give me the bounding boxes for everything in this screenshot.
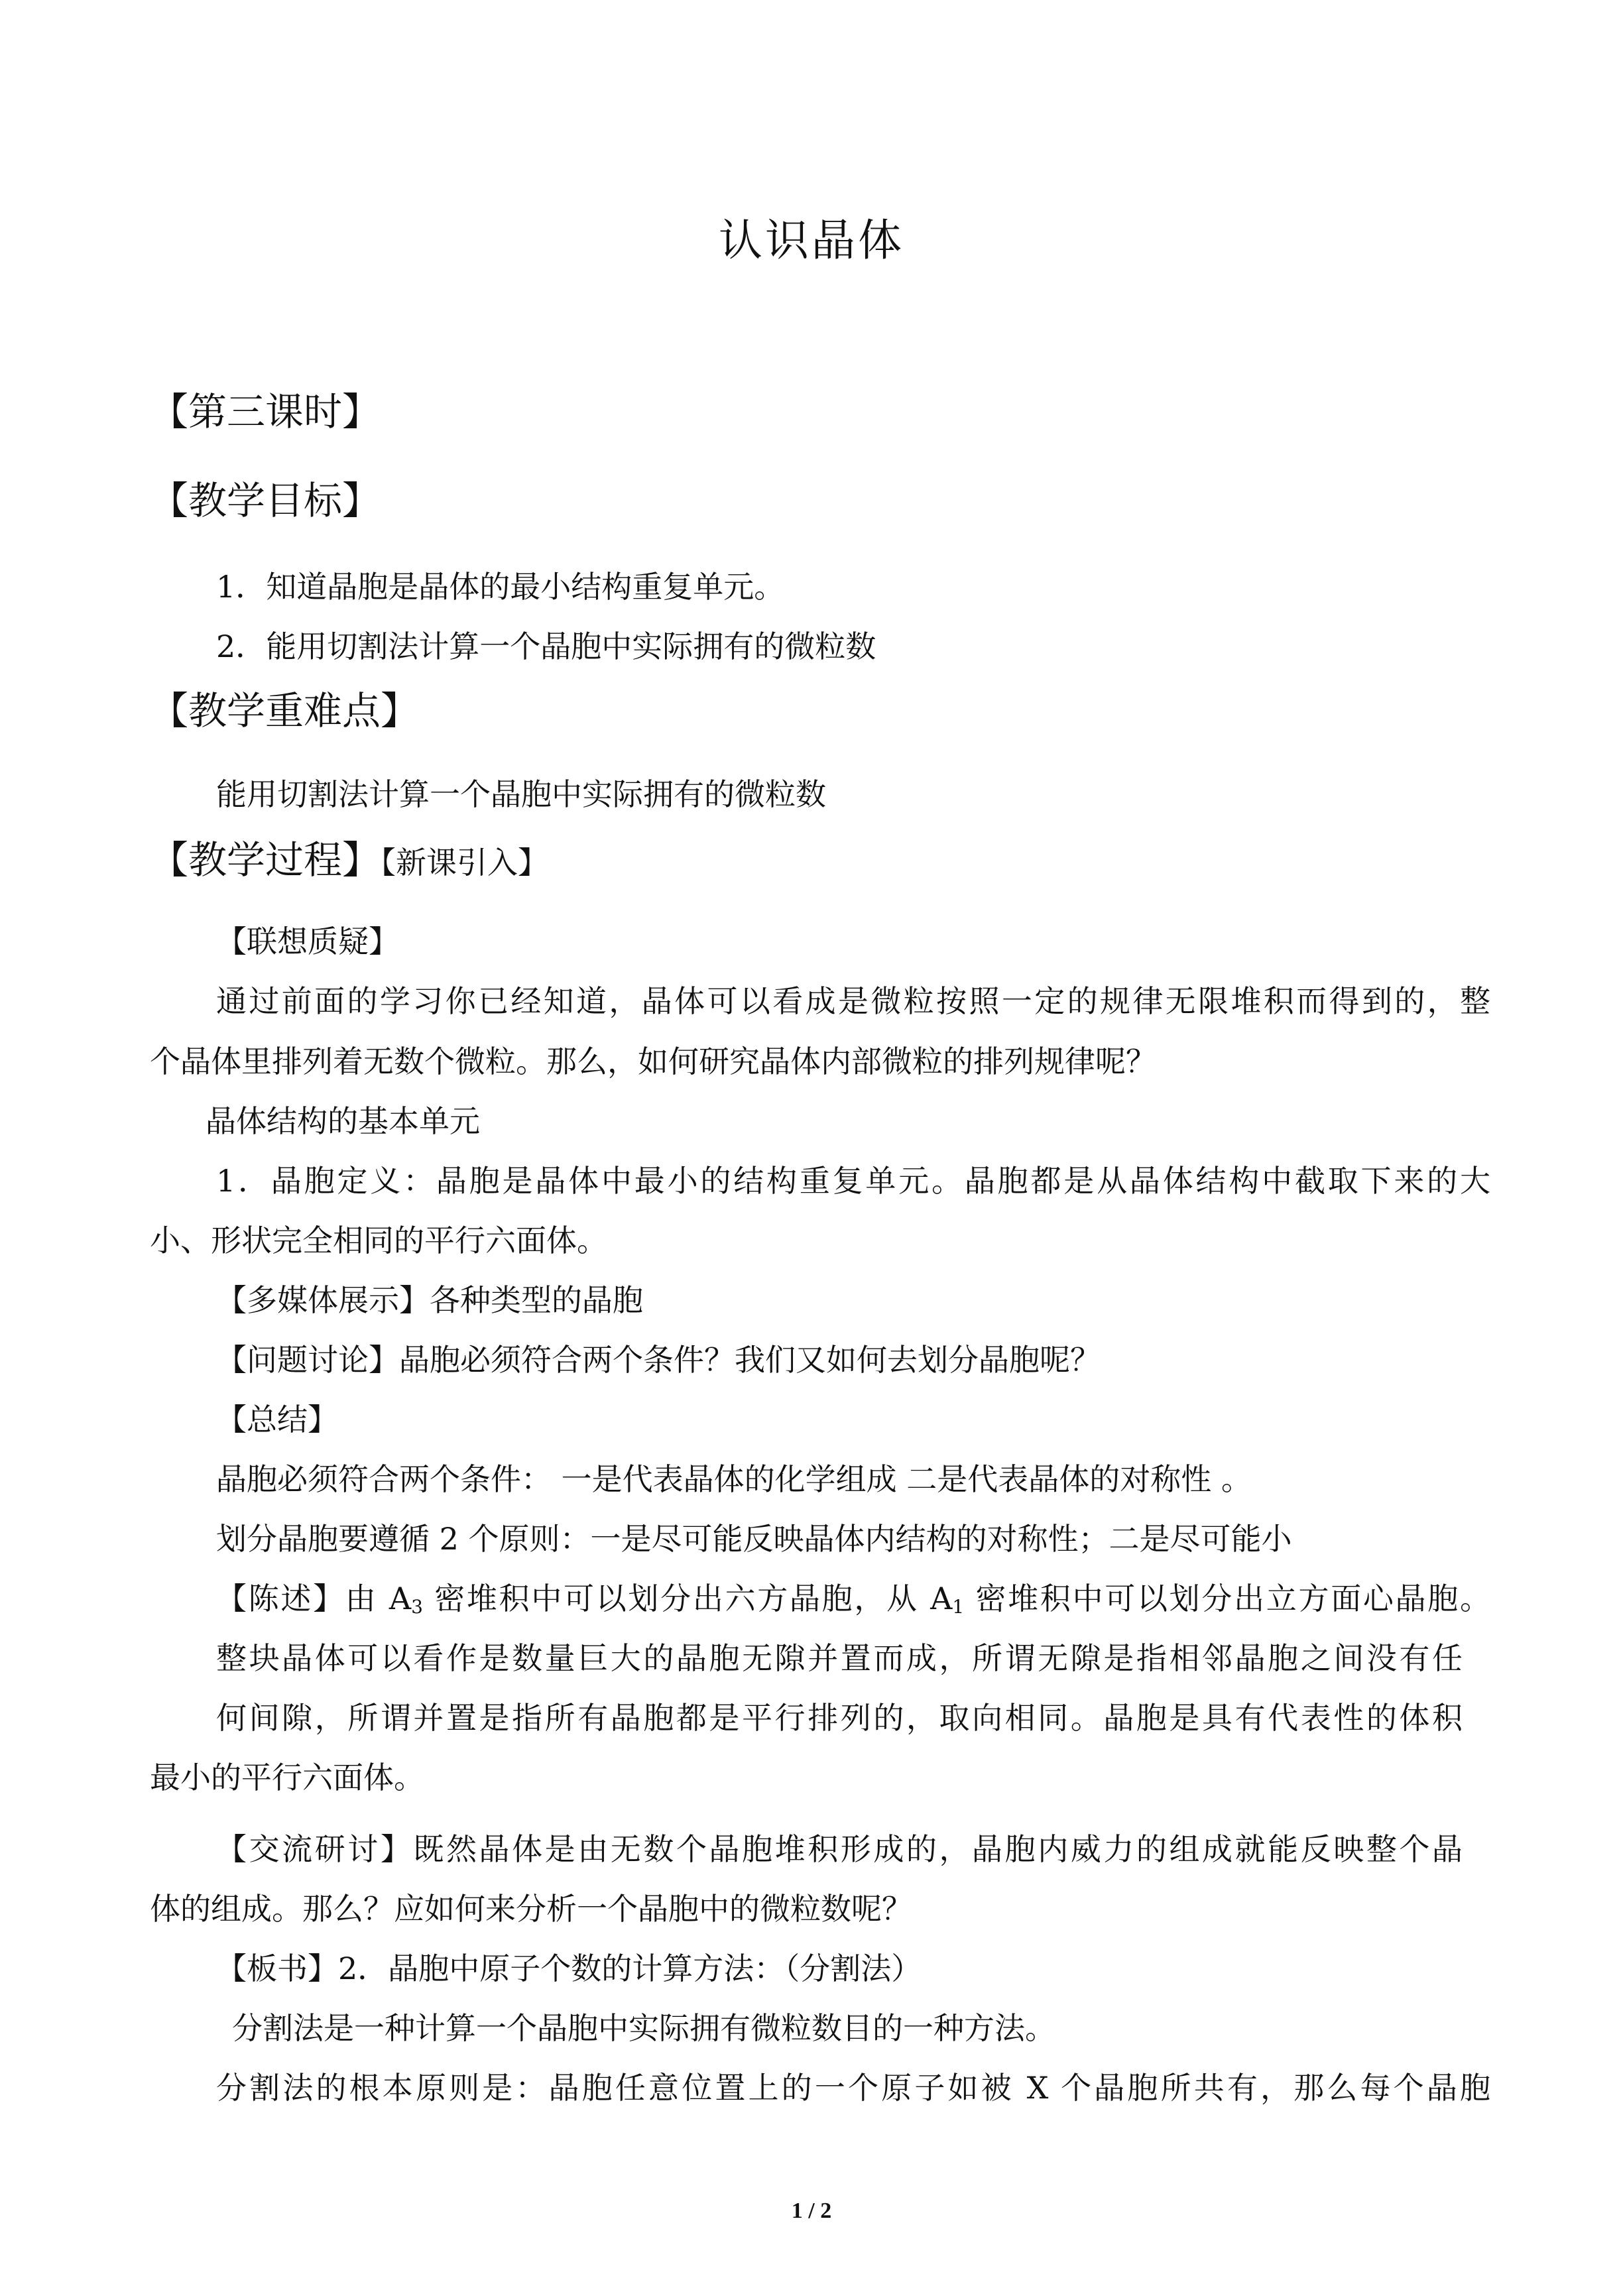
paragraph: 晶体结构的基本单元 <box>206 1103 480 1139</box>
paragraph: 【板书】2．晶胞中原子个数的计算方法：（分割法） <box>216 1951 922 1986</box>
paragraph: 通过前面的学习你已经知道，晶体可以看成是微粒按照一定的规律无限堆积而得到的，整 <box>216 983 1490 1019</box>
paragraph: 小、形状完全相同的平行六面体。 <box>150 1223 607 1258</box>
objectives-heading: 【教学目标】 <box>150 478 381 523</box>
paragraph: 【联想质疑】 <box>216 924 399 959</box>
page-title: 认识晶体 <box>719 215 904 266</box>
paragraph: 【总结】 <box>216 1402 338 1437</box>
objective-item: 1．知道晶胞是晶体的最小结构重复单元。 <box>216 569 785 605</box>
process-heading: 【教学过程】 <box>150 837 381 882</box>
paragraph: 个晶体里排列着无数个微粒。那么，如何研究晶体内部微粒的排列规律呢？ <box>150 1044 1156 1079</box>
period-heading: 【第三课时】 <box>150 389 381 434</box>
keypoints-heading: 【教学重难点】 <box>150 688 420 733</box>
page-number: 1 / 2 <box>791 2199 832 2223</box>
paragraph: 何间隙，所谓并置是指所有晶胞都是平行排列的，取向相同。晶胞是具有代表性的体积 <box>216 1700 1463 1736</box>
process-heading-row <box>150 837 549 882</box>
paragraph: 划分晶胞要遵循 2 个原则：一是尽可能反映晶体内结构的对称性；二是尽可能小 <box>216 1521 1292 1557</box>
paragraph: 分割法是一种计算一个晶胞中实际拥有微粒数目的一种方法。 <box>232 2010 1055 2046</box>
keypoints-text: 能用切割法计算一个晶胞中实际拥有的微粒数 <box>216 776 826 812</box>
paragraph: 【多媒体展示】各种类型的晶胞 <box>216 1282 643 1318</box>
paragraph: 【问题讨论】晶胞必须符合两个条件？我们又如何去划分晶胞呢？ <box>216 1342 1101 1378</box>
paragraph: 最小的平行六面体。 <box>150 1760 424 1795</box>
paragraph: 1．晶胞定义：晶胞是晶体中最小的结构重复单元。晶胞都是从晶体结构中截取下来的大 <box>216 1163 1490 1199</box>
paragraph: 整块晶体可以看作是数量巨大的晶胞无隙并置而成，所谓无隙是指相邻晶胞之间没有任 <box>216 1640 1463 1676</box>
process-subheading: 【新课引入】 <box>381 845 549 880</box>
paragraph: 晶胞必须符合两个条件： 一是代表晶体的化学组成 二是代表晶体的对称性 。 <box>216 1461 1252 1497</box>
paragraph: 体的组成。那么？应如何来分析一个晶胞中的微粒数呢？ <box>150 1891 912 1927</box>
objective-item: 2．能用切割法计算一个晶胞中实际拥有的微粒数 <box>216 629 876 664</box>
paragraph: 【交流研讨】既然晶体是由无数个晶胞堆积形成的，晶胞内威力的组成就能反映整个晶 <box>216 1831 1463 1867</box>
paragraph: 分割法的根本原则是：晶胞任意位置上的一个原子如被 X 个晶胞所共有，那么每个晶胞 <box>216 2070 1490 2106</box>
paragraph: 【陈述】由 $A_3$ 密堆积中可以划分出六方晶胞，从 $A_1$ 密堆积中可以划分出立方面心晶胞。 <box>216 1581 1491 1618</box>
